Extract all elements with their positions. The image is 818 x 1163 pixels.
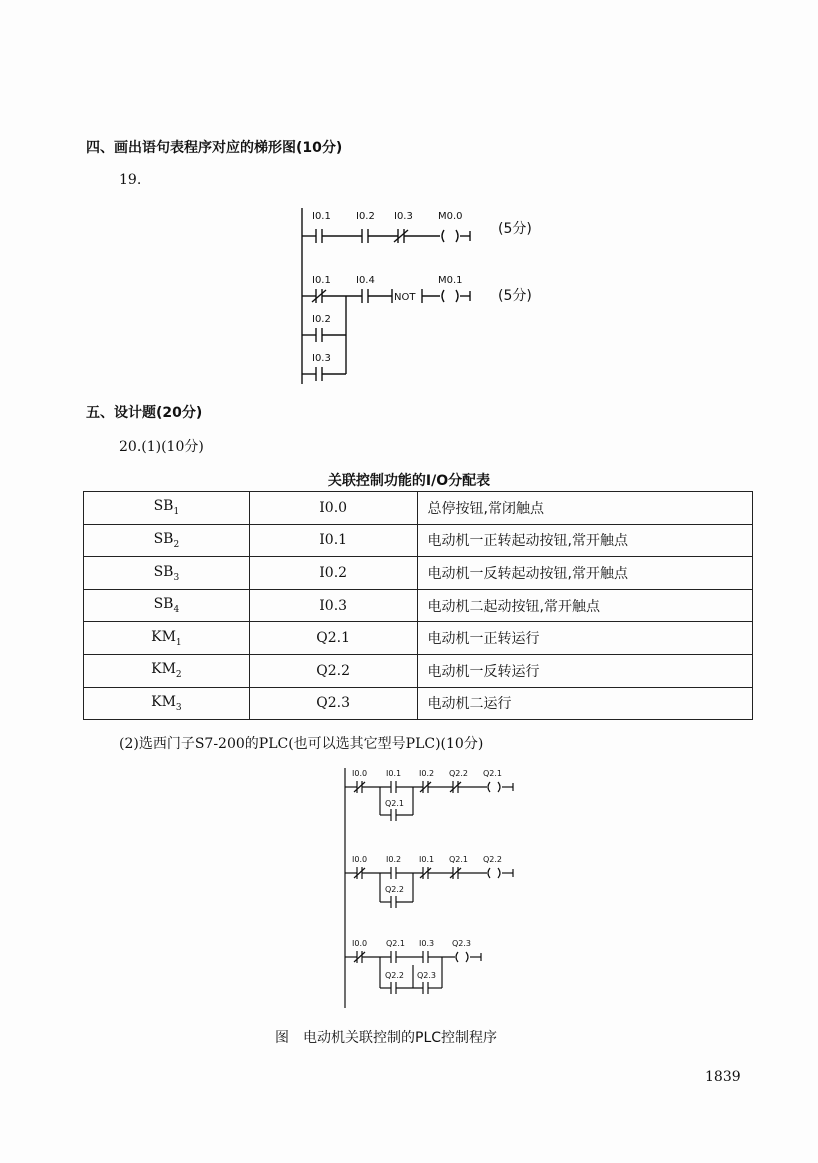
table-row	[84, 589, 753, 622]
l2r3-label-4: Q2.3	[452, 939, 472, 948]
score-rung1: (5分)	[498, 221, 532, 237]
score-rung2: (5分)	[498, 288, 532, 304]
l1r2-label-1: I0.1	[312, 275, 331, 286]
l1r2-parallel-2: I0.3	[312, 353, 331, 364]
l1r2-label-2: I0.4	[356, 275, 375, 286]
l2r1-label-4: Q2.2	[449, 769, 469, 778]
l2r2-label-2: I0.2	[386, 855, 402, 864]
device-subscript: 2	[173, 539, 180, 550]
l2r1-label-1: I0.0	[352, 769, 368, 778]
l1r2-coil-label: M0.1	[438, 275, 463, 286]
table-row	[84, 687, 753, 720]
device-subscript: 4	[173, 604, 180, 615]
io-address-cell: I0.3	[249, 589, 417, 622]
l1r1-coil-label: M0.0	[438, 211, 463, 222]
description-cell: 电动机一反转运行	[417, 654, 752, 687]
l2r3-parallel-1: Q2.2	[385, 971, 405, 980]
l2r1-parallel: Q2.1	[385, 799, 405, 808]
device-subscript: 2	[175, 670, 182, 681]
io-address-cell: Q2.1	[249, 622, 417, 655]
device-name: KM	[151, 628, 176, 645]
device-name-cell	[84, 654, 250, 687]
l1r1-label-3: I0.3	[394, 211, 413, 222]
l2r1-label-5: Q2.1	[483, 769, 503, 778]
device-name-cell	[84, 589, 250, 622]
l1r1-label-1: I0.1	[312, 211, 331, 222]
table-row	[84, 654, 753, 687]
device-name: SB	[153, 563, 174, 580]
figure-caption: 图 电动机关联控制的PLC控制程序	[275, 1030, 498, 1046]
description-cell: 总停按钮,常闭触点	[417, 492, 752, 525]
l2r3-label-1: I0.0	[352, 939, 368, 948]
table-row	[84, 492, 753, 525]
device-name: KM	[151, 661, 176, 678]
description-cell: 电动机二起动按钮,常开触点	[417, 589, 752, 622]
question-19: 19.	[119, 172, 142, 188]
device-name-cell	[84, 622, 250, 655]
device-name: KM	[151, 693, 176, 710]
description-cell: 电动机二运行	[417, 687, 752, 720]
device-subscript: 1	[173, 507, 180, 518]
l2r3-label-3: I0.3	[419, 939, 435, 948]
device-subscript: 3	[175, 702, 182, 713]
device-name: SB	[153, 596, 174, 613]
page-number: 1839	[705, 1069, 741, 1085]
ladder-diagram-2	[335, 762, 535, 1012]
io-address-cell: I0.2	[249, 557, 417, 590]
io-address-cell: I0.0	[249, 492, 417, 525]
io-address-cell: I0.1	[249, 524, 417, 557]
l2r1-label-2: I0.1	[386, 769, 402, 778]
section4-heading: 四、画出语句表程序对应的梯形图(10分)	[86, 140, 343, 156]
l1r2-parallel-1: I0.2	[312, 314, 331, 325]
l2r2-parallel: Q2.2	[385, 885, 405, 894]
device-name-cell	[84, 524, 250, 557]
device-name: SB	[153, 530, 174, 547]
description-cell: 电动机一正转起动按钮,常开触点	[417, 524, 752, 557]
l2r3-parallel-2: Q2.3	[417, 971, 437, 980]
question-20-1: 20.(1)(10分)	[119, 439, 204, 455]
io-address-cell: Q2.2	[249, 654, 417, 687]
description-cell: 电动机一反转起动按钮,常开触点	[417, 557, 752, 590]
l2r2-label-4: Q2.1	[449, 855, 469, 864]
io-address-cell: Q2.3	[249, 687, 417, 720]
l2r1-label-3: I0.2	[419, 769, 435, 778]
l2r2-label-1: I0.0	[352, 855, 368, 864]
section5-heading: 五、设计题(20分)	[86, 405, 203, 421]
not-box-label: NOT	[394, 292, 416, 303]
ladder-diagram-1	[290, 200, 570, 390]
question-20-2: (2)选西门子S7-200的PLC(也可以选其它型号PLC)(10分)	[119, 736, 484, 752]
device-subscript: 3	[173, 572, 180, 583]
table-row	[84, 622, 753, 655]
table-row	[84, 557, 753, 590]
table-title: 关联控制功能的I/O分配表	[327, 473, 491, 489]
device-name-cell	[84, 687, 250, 720]
device-name: SB	[153, 498, 174, 515]
table-row	[84, 524, 753, 557]
l2r2-label-5: Q2.2	[483, 855, 503, 864]
l1r1-label-2: I0.2	[356, 211, 375, 222]
description-cell: 电动机一正转运行	[417, 622, 752, 655]
l2r2-label-3: I0.1	[419, 855, 435, 864]
device-name-cell	[84, 492, 250, 525]
l2r3-label-2: Q2.1	[386, 939, 406, 948]
io-allocation-table	[83, 491, 753, 720]
device-name-cell	[84, 557, 250, 590]
device-subscript: 1	[175, 637, 182, 648]
